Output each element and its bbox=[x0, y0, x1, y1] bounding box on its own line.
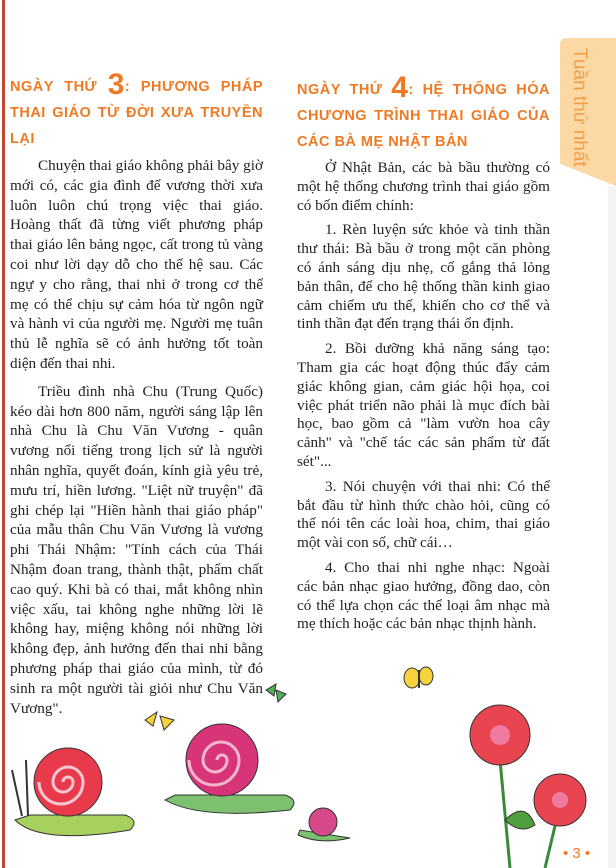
heading-number: 4 bbox=[391, 71, 409, 104]
butterfly-icon bbox=[266, 684, 286, 702]
left-column bbox=[10, 68, 264, 726]
paragraph: 3. Nói chuyện với thai nhi: Có thể bắt đầu từ hình thức chào hỏi, cũng có thể nói tên các loài hoa, chim, thai giáo một vài con số, chữ cái… bbox=[297, 477, 550, 552]
paragraph: Chuyện thai giáo không phải bây giờ mới có, các gia đình đế vương thời xưa luôn luôn chú trọng việc thai giáo. Hoàng thất đã từng viết phương pháp thai giáo lên bảng ngọc, cất trong tủ vàng coi như lời dạy dỗ cho thế hệ sau. Các ngự y cho rằng, thai nhi ở trong cơ thể mẹ có thể chịu sự cảm hóa từ ngôn ngữ và hành vi của người mẹ. Người mẹ tuân thủ lễ nghĩa sẽ có ảnh hưởng tốt toàn diện đến thai nhi. bbox=[10, 157, 263, 372]
heading-title: : PHƯƠNG PHÁP THAI GIÁO TỪ ĐỜI XƯA TRUYỀN LẠI bbox=[10, 79, 264, 147]
heading-number: 3 bbox=[107, 68, 125, 101]
section-heading-day-4 bbox=[297, 71, 551, 155]
section-heading-day-3 bbox=[10, 68, 264, 152]
flower-icon bbox=[470, 705, 586, 868]
snail-icon bbox=[165, 724, 294, 813]
page-number: • 3 • bbox=[563, 845, 591, 862]
paragraph: 2. Bồi dưỡng khả năng sáng tạo: Tham gia các hoạt động thúc đẩy cảm giác không gian, cảm giác hội họa, coi việc phát triển não phải là mục đích bài học, bao gồm cả "làm vườn hoa cây cảnh" và "chế tác các sản phẩm từ đất sét"... bbox=[297, 340, 550, 470]
paragraph: 1. Rèn luyện sức khỏe và tinh thần thư thái: Bà bầu ở trong một căn phòng có ánh sáng dịu nhẹ, cố gắng thả lỏng bản thân, để cho hệ thống thần kinh giao cảm chiếm ưu thế, khiến cho cơ thể và tinh thần đạt đến trạng thái ổn định. bbox=[297, 221, 550, 333]
paragraph: Triều đình nhà Chu (Trung Quốc) kéo dài hơn 800 năm, người sáng lập lên nhà Chu là Chu Văn Vương - quân vương nổi tiếng trong lịch sử là người nhân nghĩa, quyết đoán, kính già yêu trẻ, mưu trí, hiền lương. "Liệt nữ truyện" đã ghi chép lại "Hiền hành thai giáo pháp" của mẫu thân Chu Văn Vương là vương phi Thái Nhậm: "Tính cách của Thái Nhậm đoan trang, thành thật, phẩm chất cao quý. Khi bà có thai, mắt không nhìn việc xấu, tai không nghe những lời lẽ không hay, miệng không nói những lời không đẹp, ảnh hưởng đến thai nhi bằng phương pháp thai giáo của mình, từ đó sinh ra một người tài giỏi như Chu Văn Vương". bbox=[10, 382, 263, 717]
right-column bbox=[297, 71, 551, 640]
paragraph: 4. Cho thai nhi nghe nhạc: Ngoài các bản nhạc giao hưởng, đồng dao, còn có thể lựa chọn các thể loại âm nhạc mà mẹ thích hoặc các bản nhạc thịnh hành. bbox=[297, 558, 550, 633]
heading-title: : HỆ THỐNG HÓA CHƯƠNG TRÌNH THAI GIÁO CỦA CÁC BÀ MẸ NHẬT BẢN bbox=[297, 82, 551, 150]
chapter-tab-label: Tuần thứ nhất bbox=[569, 48, 590, 167]
heading-prefix: NGÀY THỨ bbox=[297, 82, 392, 98]
butterfly-icon bbox=[404, 667, 433, 688]
snail-icon bbox=[12, 748, 134, 836]
paragraph: Ở Nhật Bản, các bà bầu thường có một hệ thống chương trình thai giáo gồm có bốn điểm chính: bbox=[297, 159, 550, 214]
heading-prefix: NGÀY THỨ bbox=[10, 79, 108, 95]
snail-icon bbox=[298, 808, 350, 841]
